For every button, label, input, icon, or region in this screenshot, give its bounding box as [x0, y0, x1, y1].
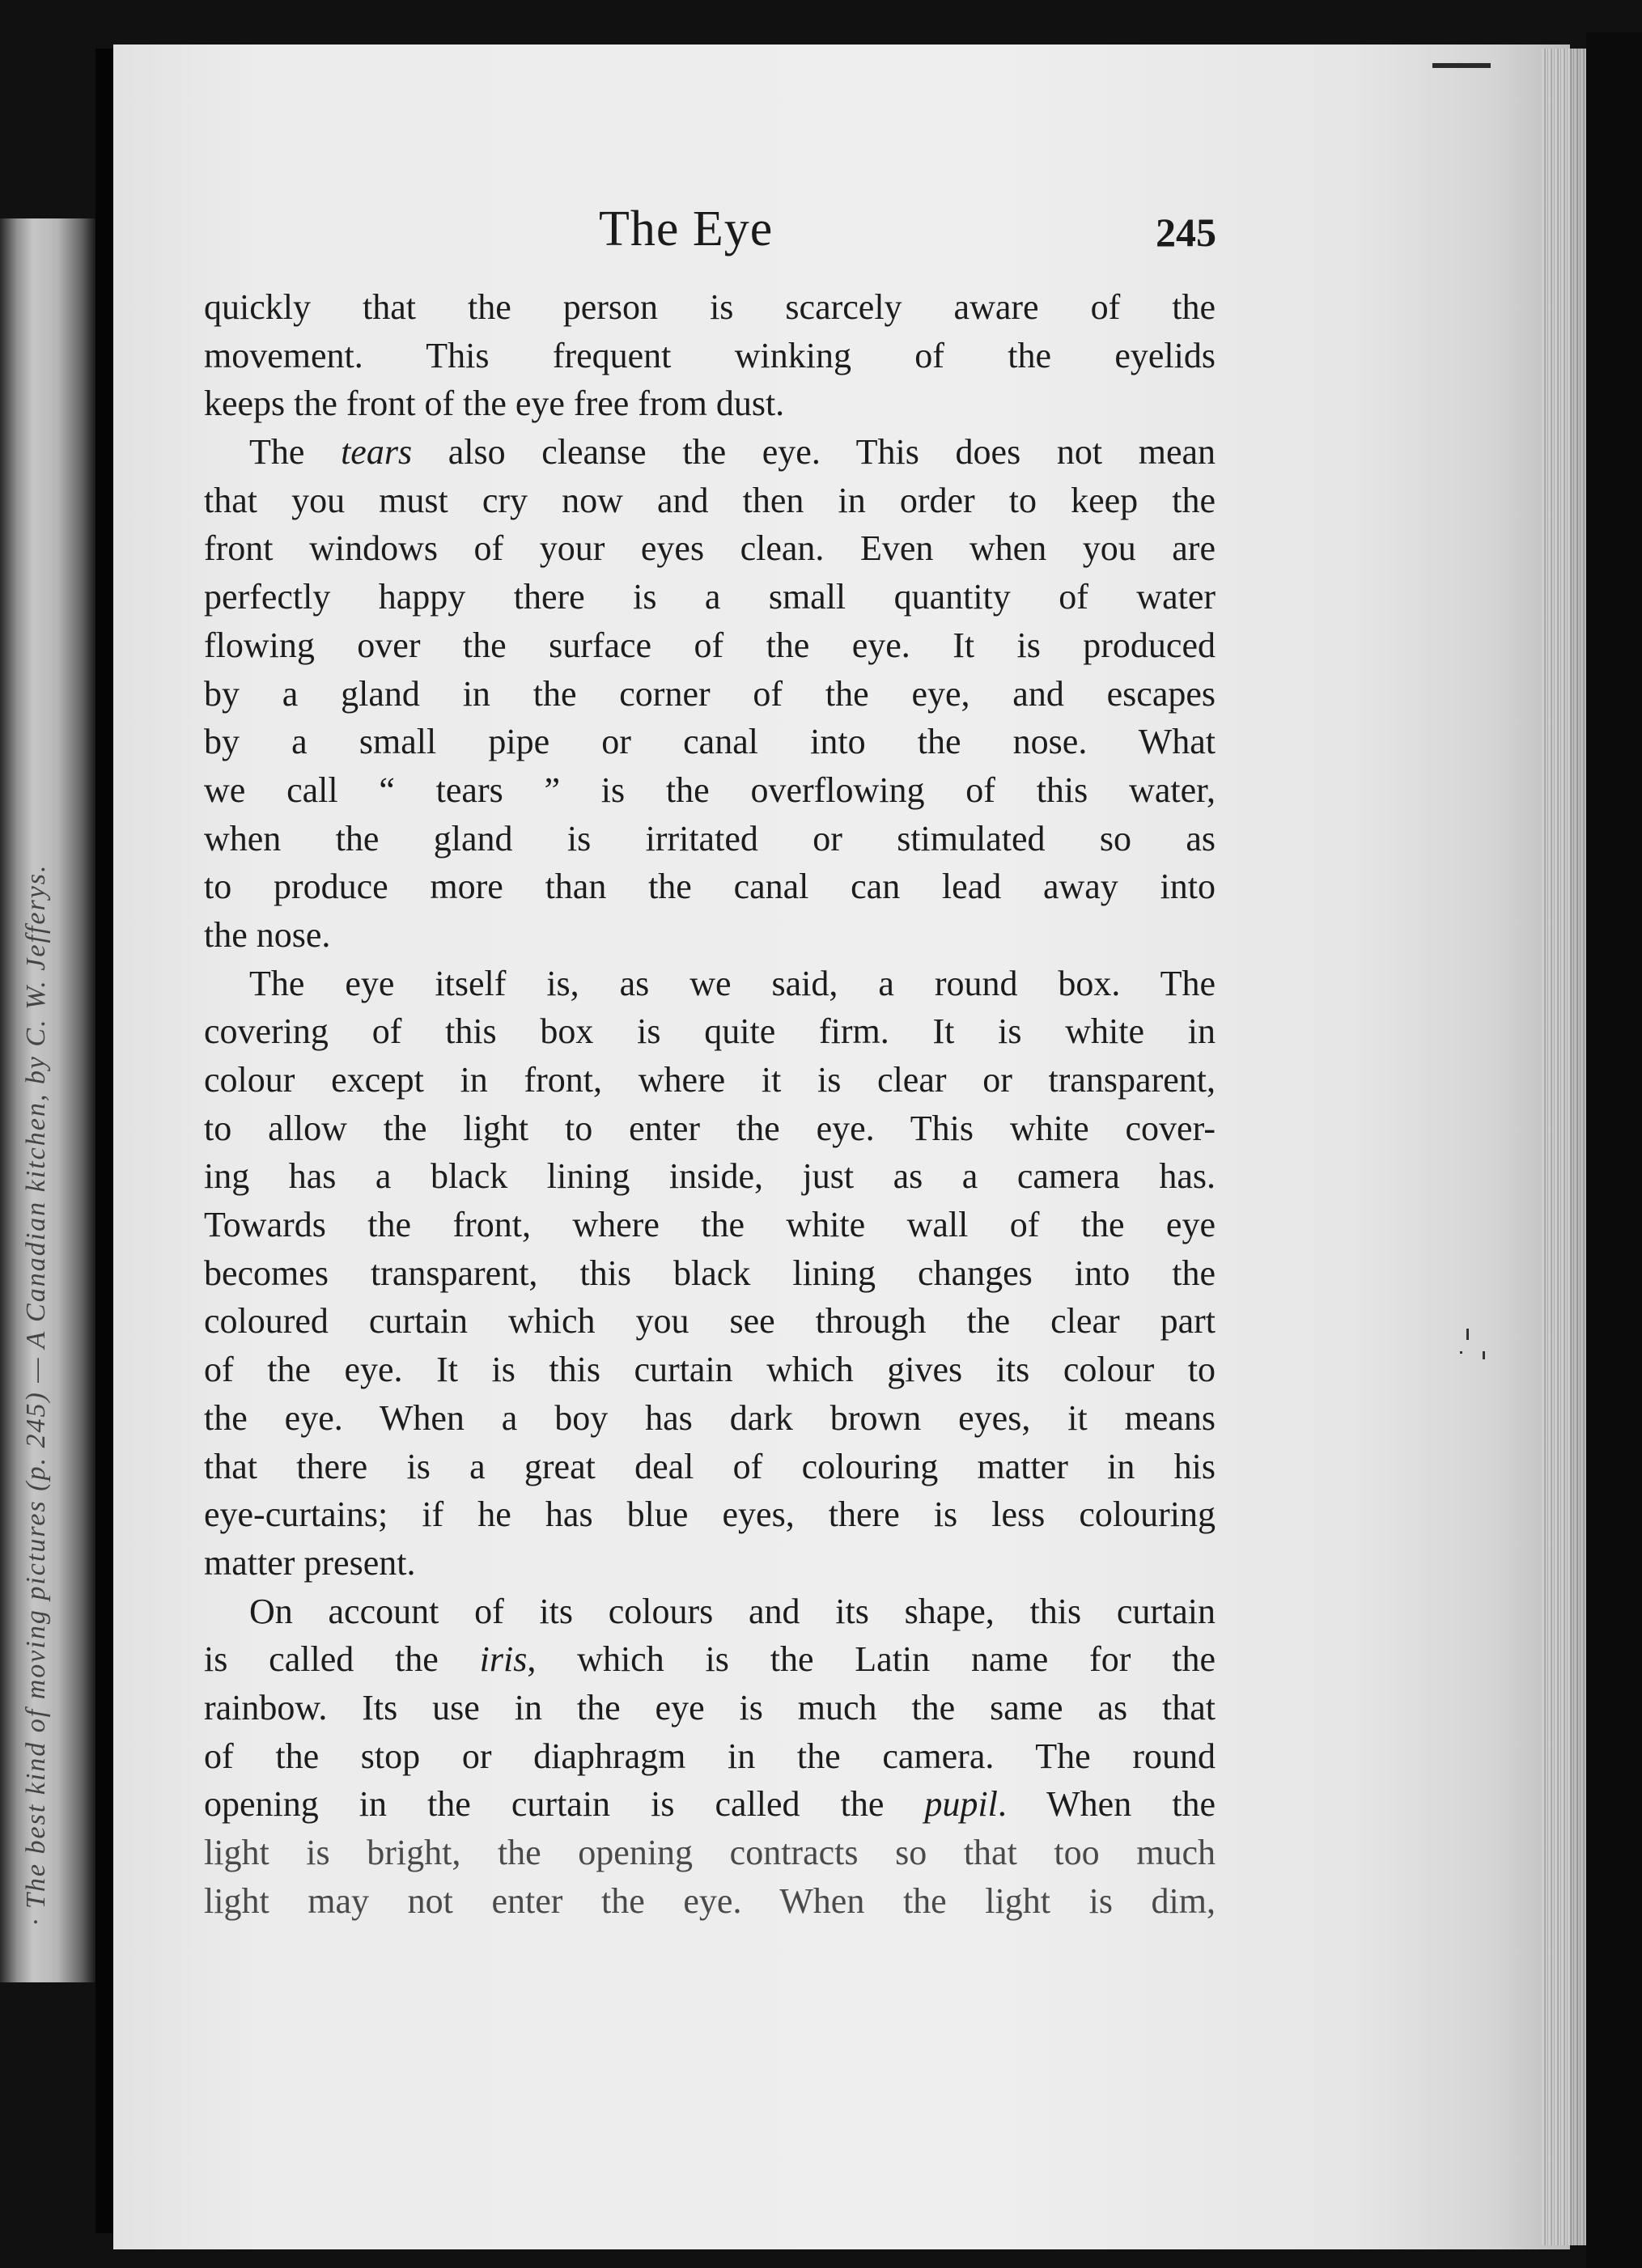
- text-line: the nose.: [204, 914, 331, 955]
- text-line: to allow the light to enter the eye. This white cover-: [204, 1108, 1216, 1148]
- text-line: to produce more than the canal can lead away into: [204, 867, 1216, 907]
- text-line: light is bright, the opening contracts so that too much: [204, 1833, 1216, 1872]
- italic-term-iris: iris: [479, 1639, 528, 1680]
- text-line: Towards the front, where the white wall of the eye: [204, 1205, 1216, 1245]
- text-line: colour except in front, where it is clear or transparent,: [204, 1060, 1216, 1100]
- facing-page-caption: · The best kind of moving pictures (p. 245) — A Canadian kitchen, by C. W. Jefferys.: [21, 863, 51, 1926]
- body-text: [204, 283, 1216, 1925]
- running-head: The Eye: [599, 201, 774, 256]
- text-line: ing has a black lining inside, just as a camera has.: [204, 1156, 1216, 1197]
- text-line: that you must cry now and then in order to keep the: [204, 480, 1216, 520]
- text-line-tears: [204, 428, 1216, 477]
- scan-specks: [1458, 1327, 1507, 1376]
- text-line-pupil: [204, 1780, 1216, 1829]
- text-line: coloured curtain which you see through the clear part: [204, 1301, 1216, 1342]
- text-line: light may not enter the eye. When the light is dim,: [204, 1880, 1216, 1921]
- page-edge-stack: [1542, 49, 1586, 2245]
- text-line: by a gland in the corner of the eye, and escapes: [204, 673, 1216, 714]
- text-line: movement. This frequent winking of the eyelids: [204, 335, 1216, 375]
- text-line: matter present.: [204, 1542, 416, 1583]
- text-line: we call “ tears ” is the overflowing of this water,: [204, 769, 1216, 810]
- text-line: eye-curtains; if he has blue eyes, there is less colouring: [204, 1494, 1216, 1535]
- text-line: by a small pipe or canal into the nose. What: [204, 722, 1216, 762]
- text-line: keeps the front of the eye free from dust.: [204, 384, 785, 424]
- text-line: when the gland is irritated or stimulated so as: [204, 818, 1216, 858]
- text-line: of the stop or diaphragm in the camera. The round: [204, 1736, 1216, 1776]
- text-line: flowing over the surface of the eye. It is produced: [204, 625, 1216, 665]
- speck-marks: [1458, 1327, 1507, 1376]
- text-segment: The: [249, 432, 342, 473]
- text-segment: . When the: [997, 1784, 1216, 1825]
- text-line: of the eye. It is this curtain which gives its colour to: [204, 1350, 1216, 1390]
- text-line: On account of its colours and its shape, this curtain: [249, 1591, 1216, 1631]
- book-cover-edge: [1586, 32, 1642, 2268]
- text-segment: is called the: [204, 1639, 480, 1680]
- book-spine-gutter: [95, 49, 113, 2233]
- page-number: 245: [1156, 210, 1216, 255]
- italic-term-tears: tears: [341, 432, 413, 473]
- italic-term-pupil: pupil: [924, 1784, 998, 1825]
- text-line: that there is a great deal of colouring matter in his: [204, 1446, 1216, 1486]
- text-line: The eye itself is, as we said, a round box. The: [249, 963, 1216, 1003]
- text-segment: , which is the Latin name for the: [527, 1639, 1216, 1680]
- scan-mark: [1432, 63, 1491, 68]
- text-line: rainbow. Its use in the eye is much the same as that: [204, 1687, 1216, 1727]
- text-segment: opening in the curtain is called the: [204, 1784, 925, 1825]
- text-segment: also cleanse the eye. This does not mean: [412, 432, 1216, 473]
- text-line: becomes transparent, this black lining changes into the: [204, 1253, 1216, 1293]
- text-line: covering of this box is quite firm. It is white in: [204, 1011, 1216, 1052]
- text-line: front windows of your eyes clean. Even when you are: [204, 528, 1216, 569]
- text-line-iris: [204, 1635, 1216, 1684]
- text-line: quickly that the person is scarcely aware of the: [204, 287, 1216, 327]
- text-line: perfectly happy there is a small quantity of water: [204, 577, 1216, 617]
- text-line: the eye. When a boy has dark brown eyes, it means: [204, 1397, 1216, 1438]
